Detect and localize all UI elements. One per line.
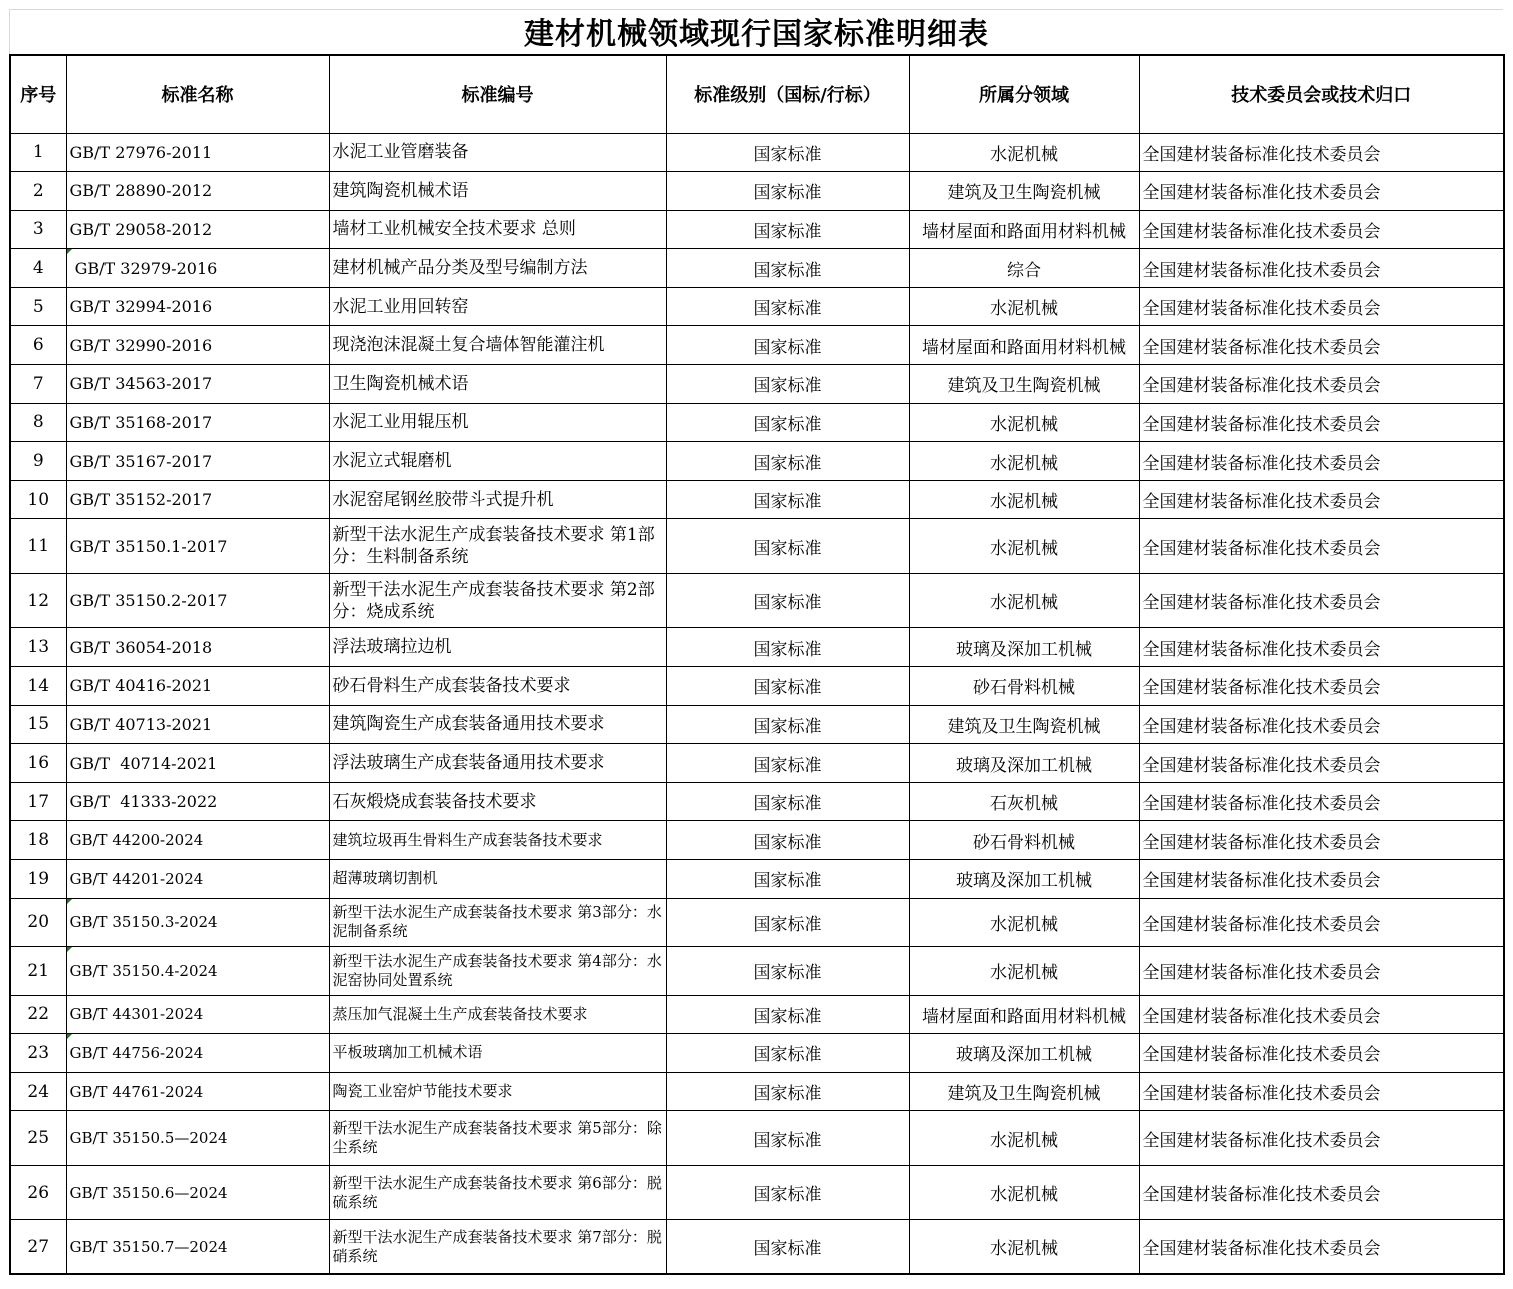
- cell-field[interactable]: 水泥机械: [909, 573, 1139, 628]
- table-row: [10, 573, 1504, 628]
- cell-level[interactable]: 国家标准: [666, 210, 909, 249]
- cell-name[interactable]: 水泥窑尾钢丝胶带斗式提升机: [329, 480, 666, 519]
- cell-committee[interactable]: 全国建材装备标准化技术委员会: [1139, 1034, 1504, 1073]
- cell-field[interactable]: 墙材屋面和路面用材料机械: [909, 210, 1139, 249]
- cell-code[interactable]: GB/T 44761-2024: [66, 1072, 329, 1111]
- cell-level[interactable]: 国家标准: [666, 1220, 909, 1275]
- cell-seq[interactable]: 14: [10, 667, 66, 706]
- cell-code[interactable]: GB/T 35150.1-2017: [66, 519, 329, 574]
- cell-code[interactable]: GB/T 32990-2016: [66, 326, 329, 365]
- cell-seq[interactable]: 17: [10, 782, 66, 821]
- cell-field[interactable]: 水泥机械: [909, 1111, 1139, 1166]
- table-row: [10, 744, 1504, 783]
- cell-field[interactable]: 水泥机械: [909, 1220, 1139, 1275]
- cell-field[interactable]: 墙材屋面和路面用材料机械: [909, 995, 1139, 1034]
- cell-field[interactable]: 建筑及卫生陶瓷机械: [909, 705, 1139, 744]
- cell-field[interactable]: 水泥机械: [909, 480, 1139, 519]
- cell-name[interactable]: 现浇泡沫混凝土复合墙体智能灌注机: [329, 326, 666, 365]
- cell-name[interactable]: 卫生陶瓷机械术语: [329, 365, 666, 404]
- cell-code[interactable]: GB/T 32994-2016: [66, 287, 329, 326]
- cell-committee[interactable]: 全国建材装备标准化技术委员会: [1139, 705, 1504, 744]
- cell-code[interactable]: GB/T 35168-2017: [66, 403, 329, 442]
- cell-field[interactable]: 综合: [909, 249, 1139, 288]
- cell-field[interactable]: 水泥机械: [909, 133, 1139, 172]
- cell-field[interactable]: 砂石骨料机械: [909, 821, 1139, 860]
- cell-committee[interactable]: 全国建材装备标准化技术委员会: [1139, 249, 1504, 288]
- table-row: [10, 403, 1504, 442]
- table-row: [10, 667, 1504, 706]
- cell-level[interactable]: 国家标准: [666, 249, 909, 288]
- cell-level[interactable]: 国家标准: [666, 1034, 909, 1073]
- cell-level[interactable]: 国家标准: [666, 442, 909, 481]
- cell-seq[interactable]: 25: [10, 1111, 66, 1166]
- table-row: [10, 133, 1504, 172]
- cell-level[interactable]: 国家标准: [666, 1165, 909, 1220]
- cell-field[interactable]: 建筑及卫生陶瓷机械: [909, 172, 1139, 211]
- cell-name[interactable]: 陶瓷工业窑炉节能技术要求: [329, 1072, 666, 1111]
- cell-code[interactable]: GB/T 35152-2017: [66, 480, 329, 519]
- cell-seq[interactable]: 24: [10, 1072, 66, 1111]
- table-row: [10, 287, 1504, 326]
- cell-seq[interactable]: 1: [10, 133, 66, 172]
- cell-committee[interactable]: 全国建材装备标准化技术委员会: [1139, 1165, 1504, 1220]
- header-name[interactable]: 标准名称: [66, 55, 329, 133]
- cell-level[interactable]: 国家标准: [666, 573, 909, 628]
- table-row: [10, 210, 1504, 249]
- cell-seq[interactable]: 23: [10, 1034, 66, 1073]
- table-row: [10, 172, 1504, 211]
- cell-field[interactable]: 水泥机械: [909, 442, 1139, 481]
- cell-field[interactable]: 玻璃及深加工机械: [909, 1034, 1139, 1073]
- cell-name[interactable]: 新型干法水泥生产成套装备技术要求 第3部分：水泥制备系统: [329, 898, 666, 947]
- cell-level[interactable]: 国家标准: [666, 403, 909, 442]
- cell-committee[interactable]: 全国建材装备标准化技术委员会: [1139, 1111, 1504, 1166]
- cell-name[interactable]: 水泥工业用辊压机: [329, 403, 666, 442]
- cell-code[interactable]: GB/T 35167-2017: [66, 442, 329, 481]
- cell-level[interactable]: 国家标准: [666, 172, 909, 211]
- cell-seq[interactable]: 3: [10, 210, 66, 249]
- cell-code[interactable]: GB/T 35150.4-2024: [66, 947, 329, 996]
- cell-seq[interactable]: 6: [10, 326, 66, 365]
- cell-name[interactable]: 水泥工业用回转窑: [329, 287, 666, 326]
- header-level[interactable]: 标准级别（国标/行标）: [666, 55, 909, 133]
- cell-seq[interactable]: 11: [10, 519, 66, 574]
- cell-level[interactable]: 国家标准: [666, 1072, 909, 1111]
- cell-code[interactable]: GB/T 28890-2012: [66, 172, 329, 211]
- cell-level[interactable]: 国家标准: [666, 133, 909, 172]
- cell-code[interactable]: GB/T 35150.7—2024: [66, 1220, 329, 1275]
- cell-committee[interactable]: 全国建材装备标准化技术委员会: [1139, 442, 1504, 481]
- cell-seq[interactable]: 19: [10, 860, 66, 899]
- cell-field[interactable]: 玻璃及深加工机械: [909, 628, 1139, 667]
- cell-committee[interactable]: 全国建材装备标准化技术委员会: [1139, 573, 1504, 628]
- header-field[interactable]: 所属分领域: [909, 55, 1139, 133]
- cell-field[interactable]: 水泥机械: [909, 403, 1139, 442]
- cell-seq[interactable]: 13: [10, 628, 66, 667]
- cell-name[interactable]: 石灰煅烧成套装备技术要求: [329, 782, 666, 821]
- cell-committee[interactable]: 全国建材装备标准化技术委员会: [1139, 133, 1504, 172]
- cell-code[interactable]: GB/T 35150.2-2017: [66, 573, 329, 628]
- cell-name[interactable]: 水泥工业管磨装备: [329, 133, 666, 172]
- cell-name[interactable]: 新型干法水泥生产成套装备技术要求 第4部分：水泥窑协同处置系统: [329, 947, 666, 996]
- cell-name[interactable]: 水泥立式辊磨机: [329, 442, 666, 481]
- cell-seq[interactable]: 4: [10, 249, 66, 288]
- cell-field[interactable]: 玻璃及深加工机械: [909, 860, 1139, 899]
- cell-seq[interactable]: 18: [10, 821, 66, 860]
- table-title: 建材机械领域现行国家标准明细表: [9, 9, 1503, 54]
- cell-name[interactable]: 浮法玻璃生产成套装备通用技术要求: [329, 744, 666, 783]
- cell-committee[interactable]: 全国建材装备标准化技术委员会: [1139, 403, 1504, 442]
- cell-seq[interactable]: 8: [10, 403, 66, 442]
- cell-committee[interactable]: 全国建材装备标准化技术委员会: [1139, 1220, 1504, 1275]
- cell-name[interactable]: 浮法玻璃拉边机: [329, 628, 666, 667]
- cell-code[interactable]: GB/T 40416-2021: [66, 667, 329, 706]
- cell-committee[interactable]: 全国建材装备标准化技术委员会: [1139, 365, 1504, 404]
- cell-seq[interactable]: 26: [10, 1165, 66, 1220]
- cell-code[interactable]: GB/T 44756-2024: [66, 1034, 329, 1073]
- cell-committee[interactable]: 全国建材装备标准化技术委员会: [1139, 172, 1504, 211]
- cell-name[interactable]: 新型干法水泥生产成套装备技术要求 第5部分：除尘系统: [329, 1111, 666, 1166]
- cell-seq[interactable]: 2: [10, 172, 66, 211]
- cell-seq[interactable]: 20: [10, 898, 66, 947]
- cell-field[interactable]: 水泥机械: [909, 1165, 1139, 1220]
- table-row: [10, 628, 1504, 667]
- cell-seq[interactable]: 16: [10, 744, 66, 783]
- cell-committee[interactable]: 全国建材装备标准化技术委员会: [1139, 480, 1504, 519]
- cell-name[interactable]: 建筑陶瓷生产成套装备通用技术要求: [329, 705, 666, 744]
- table-row: [10, 1220, 1504, 1275]
- cell-name[interactable]: 超薄玻璃切割机: [329, 860, 666, 899]
- cell-seq[interactable]: 12: [10, 573, 66, 628]
- cell-level[interactable]: 国家标准: [666, 326, 909, 365]
- table-row: [10, 519, 1504, 574]
- cell-name[interactable]: 新型干法水泥生产成套装备技术要求 第7部分：脱硝系统: [329, 1220, 666, 1275]
- cell-level[interactable]: 国家标准: [666, 1111, 909, 1166]
- cell-level[interactable]: 国家标准: [666, 744, 909, 783]
- cell-code[interactable]: GB/T 35150.3-2024: [66, 898, 329, 947]
- cell-code[interactable]: GB/T 27976-2011: [66, 133, 329, 172]
- cell-code[interactable]: GB/T 44200-2024: [66, 821, 329, 860]
- cell-field[interactable]: 玻璃及深加工机械: [909, 744, 1139, 783]
- standards-table: [9, 54, 1505, 1275]
- cell-name[interactable]: 新型干法水泥生产成套装备技术要求 第6部分：脱硫系统: [329, 1165, 666, 1220]
- cell-committee[interactable]: 全国建材装备标准化技术委员会: [1139, 287, 1504, 326]
- cell-level[interactable]: 国家标准: [666, 705, 909, 744]
- cell-level[interactable]: 国家标准: [666, 898, 909, 947]
- cell-field[interactable]: 石灰机械: [909, 782, 1139, 821]
- cell-name[interactable]: 墙材工业机械安全技术要求 总则: [329, 210, 666, 249]
- cell-field[interactable]: 墙材屋面和路面用材料机械: [909, 326, 1139, 365]
- cell-level[interactable]: 国家标准: [666, 628, 909, 667]
- cell-seq[interactable]: 21: [10, 947, 66, 996]
- cell-committee[interactable]: 全国建材装备标准化技术委员会: [1139, 898, 1504, 947]
- cell-code[interactable]: GB/T 44201-2024: [66, 860, 329, 899]
- cell-seq[interactable]: 15: [10, 705, 66, 744]
- table-row: [10, 1165, 1504, 1220]
- cell-committee[interactable]: 全国建材装备标准化技术委员会: [1139, 210, 1504, 249]
- header-row: [10, 55, 1504, 133]
- cell-committee[interactable]: 全国建材装备标准化技术委员会: [1139, 995, 1504, 1034]
- table-row: [10, 947, 1504, 996]
- cell-level[interactable]: 国家标准: [666, 821, 909, 860]
- cell-name[interactable]: 建材机械产品分类及型号编制方法: [329, 249, 666, 288]
- cell-field[interactable]: 砂石骨料机械: [909, 667, 1139, 706]
- cell-name[interactable]: 新型干法水泥生产成套装备技术要求 第1部分：生料制备系统: [329, 519, 666, 574]
- cell-name[interactable]: 平板玻璃加工机械术语: [329, 1034, 666, 1073]
- cell-seq[interactable]: 27: [10, 1220, 66, 1275]
- cell-level[interactable]: 国家标准: [666, 480, 909, 519]
- cell-field[interactable]: 水泥机械: [909, 519, 1139, 574]
- cell-code[interactable]: GB/T 34563-2017: [66, 365, 329, 404]
- cell-seq[interactable]: 22: [10, 995, 66, 1034]
- cell-name[interactable]: 蒸压加气混凝土生产成套装备技术要求: [329, 995, 666, 1034]
- cell-code[interactable]: GB/T 40714-2021: [66, 744, 329, 783]
- cell-name[interactable]: 砂石骨料生产成套装备技术要求: [329, 667, 666, 706]
- cell-field[interactable]: 水泥机械: [909, 947, 1139, 996]
- cell-level[interactable]: 国家标准: [666, 947, 909, 996]
- cell-field[interactable]: 建筑及卫生陶瓷机械: [909, 365, 1139, 404]
- table-row: [10, 782, 1504, 821]
- cell-field[interactable]: 水泥机械: [909, 287, 1139, 326]
- cell-committee[interactable]: 全国建材装备标准化技术委员会: [1139, 782, 1504, 821]
- cell-name[interactable]: 建筑垃圾再生骨料生产成套装备技术要求: [329, 821, 666, 860]
- cell-committee[interactable]: 全国建材装备标准化技术委员会: [1139, 744, 1504, 783]
- cell-level[interactable]: 国家标准: [666, 519, 909, 574]
- cell-committee[interactable]: 全国建材装备标准化技术委员会: [1139, 519, 1504, 574]
- cell-committee[interactable]: 全国建材装备标准化技术委员会: [1139, 821, 1504, 860]
- header-code[interactable]: 标准编号: [329, 55, 666, 133]
- cell-committee[interactable]: 全国建材装备标准化技术委员会: [1139, 326, 1504, 365]
- cell-level[interactable]: 国家标准: [666, 782, 909, 821]
- table-row: [10, 860, 1504, 899]
- cell-code[interactable]: GB/T 41333-2022: [66, 782, 329, 821]
- cell-code[interactable]: GB/T 40713-2021: [66, 705, 329, 744]
- table-row: [10, 365, 1504, 404]
- table-row: [10, 326, 1504, 365]
- cell-field[interactable]: 水泥机械: [909, 898, 1139, 947]
- table-row: [10, 442, 1504, 481]
- header-committee[interactable]: 技术委员会或技术归口: [1139, 55, 1504, 133]
- table-row: [10, 995, 1504, 1034]
- table-row: [10, 705, 1504, 744]
- cell-level[interactable]: 国家标准: [666, 287, 909, 326]
- cell-name[interactable]: 新型干法水泥生产成套装备技术要求 第2部分：烧成系统: [329, 573, 666, 628]
- cell-committee[interactable]: 全国建材装备标准化技术委员会: [1139, 667, 1504, 706]
- table-row: [10, 480, 1504, 519]
- cell-code[interactable]: GB/T 35150.6—2024: [66, 1165, 329, 1220]
- cell-level[interactable]: 国家标准: [666, 667, 909, 706]
- cell-seq[interactable]: 5: [10, 287, 66, 326]
- table-row: [10, 898, 1504, 947]
- cell-code[interactable]: GB/T 29058-2012: [66, 210, 329, 249]
- cell-code[interactable]: GB/T 44301-2024: [66, 995, 329, 1034]
- cell-level[interactable]: 国家标准: [666, 995, 909, 1034]
- table-row: [10, 1111, 1504, 1166]
- cell-committee[interactable]: 全国建材装备标准化技术委员会: [1139, 1072, 1504, 1111]
- cell-level[interactable]: 国家标准: [666, 860, 909, 899]
- spreadsheet: [9, 9, 1503, 1275]
- cell-committee[interactable]: 全国建材装备标准化技术委员会: [1139, 860, 1504, 899]
- cell-code[interactable]: GB/T 35150.5—2024: [66, 1111, 329, 1166]
- cell-committee[interactable]: 全国建材装备标准化技术委员会: [1139, 628, 1504, 667]
- table-row: [10, 821, 1504, 860]
- cell-seq[interactable]: 7: [10, 365, 66, 404]
- cell-name[interactable]: 建筑陶瓷机械术语: [329, 172, 666, 211]
- cell-committee[interactable]: 全国建材装备标准化技术委员会: [1139, 947, 1504, 996]
- cell-field[interactable]: 建筑及卫生陶瓷机械: [909, 1072, 1139, 1111]
- cell-level[interactable]: 国家标准: [666, 365, 909, 404]
- cell-code[interactable]: GB/T 32979-2016: [66, 249, 329, 288]
- cell-seq[interactable]: 9: [10, 442, 66, 481]
- cell-seq[interactable]: 10: [10, 480, 66, 519]
- cell-code[interactable]: GB/T 36054-2018: [66, 628, 329, 667]
- table-row: [10, 249, 1504, 288]
- header-seq[interactable]: 序号: [10, 55, 66, 133]
- table-row: [10, 1072, 1504, 1111]
- table-row: [10, 1034, 1504, 1073]
